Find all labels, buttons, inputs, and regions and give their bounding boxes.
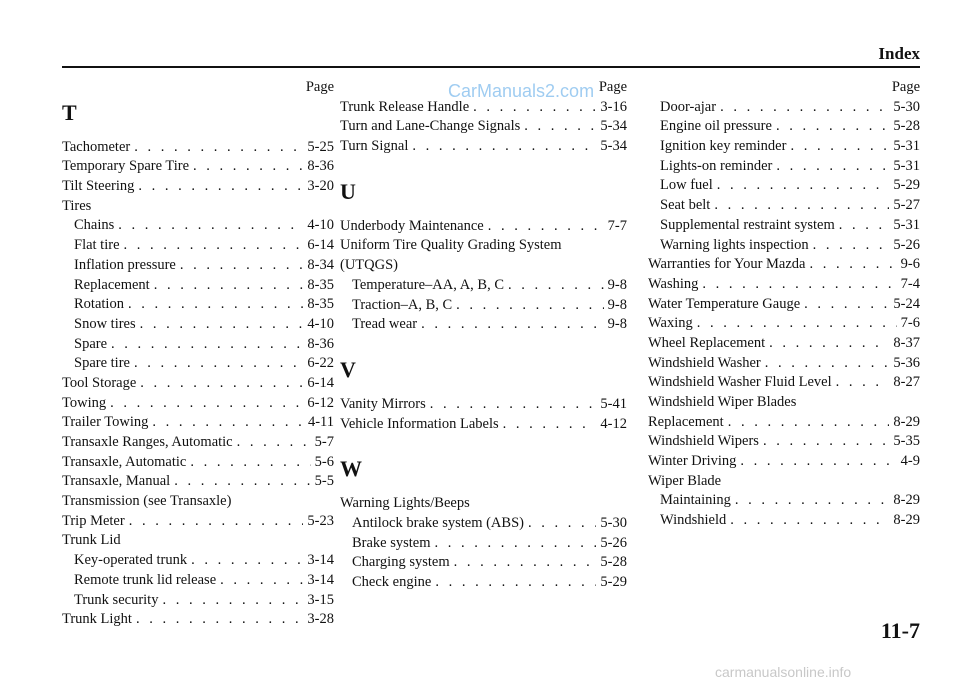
index-entry [648, 196, 920, 216]
dot-leader [804, 295, 889, 315]
dot-leader [237, 433, 311, 453]
entry-page: 5-36 [893, 354, 920, 371]
entry-text: Traction–A, B, C [352, 296, 453, 313]
dot-leader [456, 296, 603, 316]
dot-leader [154, 276, 304, 296]
entry-text: Lights-on reminder [660, 157, 773, 174]
entry-text: Temporary Spare Tire [62, 158, 190, 175]
index-entry [648, 373, 920, 393]
index-entry [648, 137, 920, 157]
dot-leader [454, 553, 597, 573]
dot-leader [702, 275, 896, 295]
dot-leader [508, 276, 604, 296]
entry-text: Waxing [648, 315, 693, 332]
section-letter-w: W [340, 456, 362, 482]
index-entry [340, 494, 627, 514]
entry-page: 5-26 [600, 534, 627, 551]
entry-page: 5-31 [893, 157, 920, 174]
entry-page: 4-10 [307, 315, 334, 332]
entry-page: 8-29 [893, 413, 920, 430]
dot-leader [524, 117, 596, 137]
index-entry [62, 138, 334, 158]
dot-leader [134, 354, 303, 374]
entry-page: 5-23 [307, 512, 334, 529]
dot-leader [720, 98, 889, 118]
index-entry [62, 472, 334, 492]
index-entry [340, 296, 627, 316]
index-entry [62, 413, 334, 433]
index-entry [648, 491, 920, 511]
index-entry [648, 236, 920, 256]
entry-page: 5-24 [893, 295, 920, 312]
dot-leader [430, 395, 597, 415]
entry-text: Remote trunk lid release [74, 571, 217, 588]
entry-text: Key-operated trunk [74, 552, 188, 569]
dot-leader [730, 511, 889, 531]
index-entry [340, 256, 627, 276]
page-column-label: Page [598, 79, 627, 95]
entry-list [340, 217, 627, 335]
entry-page: 8-34 [307, 256, 334, 273]
dot-leader [110, 394, 303, 414]
entry-text: Trip Meter [62, 512, 125, 529]
index-entry [62, 492, 334, 512]
dot-leader [152, 413, 304, 433]
index-entry [648, 255, 920, 275]
entry-text: Water Temperature Gauge [648, 295, 801, 312]
index-entry [62, 354, 334, 374]
entry-page: 5-29 [600, 574, 627, 590]
index-entry [62, 531, 334, 551]
entry-page: 8-35 [307, 276, 334, 293]
entry-text: Washing [648, 275, 699, 292]
entry-page: 5-5 [314, 473, 334, 490]
index-entry [648, 354, 920, 374]
entry-page: 8-36 [307, 335, 334, 352]
section-letter-u: U [340, 178, 356, 204]
entry-page: 3-20 [307, 178, 334, 195]
entry-text: Seat belt [660, 197, 711, 214]
entry-text: Rotation [74, 296, 124, 313]
index-entry [648, 98, 920, 118]
index-entry [340, 137, 627, 157]
dot-leader [128, 295, 303, 315]
entry-text: Tread wear [352, 316, 418, 333]
dot-leader [435, 534, 597, 554]
dot-leader [728, 413, 890, 433]
entry-text: Tires [62, 197, 92, 214]
entry-list [340, 395, 627, 434]
entry-text: Transaxle, Automatic [62, 453, 187, 470]
entry-page: 5-34 [600, 138, 627, 155]
dot-leader [134, 138, 303, 158]
index-entry [62, 433, 334, 453]
entry-text: Tilt Steering [62, 178, 135, 195]
entry-text: Antilock brake system (ABS) [352, 514, 524, 531]
dot-leader [717, 176, 890, 196]
index-entry [648, 216, 920, 236]
index-entry [648, 157, 920, 177]
index-entry [62, 295, 334, 315]
entry-page: 3-14 [307, 552, 334, 569]
entry-list [62, 138, 334, 630]
index-entry [648, 117, 920, 137]
dot-leader [790, 137, 889, 157]
entry-page: 5-7 [314, 434, 334, 450]
index-column-1 [62, 78, 334, 630]
dot-leader [421, 315, 604, 335]
entry-page: 8-29 [893, 492, 920, 509]
index-entry [62, 591, 334, 611]
entry-page: 5-25 [307, 138, 334, 155]
dot-leader [136, 610, 303, 630]
dot-leader [809, 255, 896, 275]
page-column-label: Page [305, 79, 334, 95]
entry-text: Warning Lights/Beeps [340, 495, 470, 512]
entry-page: 3-14 [307, 571, 334, 588]
dot-leader [763, 432, 889, 452]
dot-leader [162, 591, 303, 611]
entry-text: Engine oil pressure [660, 118, 772, 135]
entry-text: Transaxle, Manual [62, 473, 171, 490]
dot-leader [193, 157, 303, 177]
dot-leader [776, 117, 889, 137]
index-column-2 [340, 78, 627, 593]
page-header-title: Index [878, 44, 920, 63]
dot-leader [180, 256, 304, 276]
index-entry [648, 275, 920, 295]
index-entry [62, 394, 334, 414]
entry-page: 5-31 [893, 138, 920, 155]
index-entry [340, 117, 627, 137]
index-entry [62, 453, 334, 473]
index-entry [648, 314, 920, 334]
entry-page: 6-14 [307, 374, 334, 391]
entry-text: Trunk Release Handle [340, 98, 470, 115]
index-entry [62, 374, 334, 394]
index-entry [62, 335, 334, 355]
entry-text: Vehicle Information Labels [340, 415, 499, 432]
index-entry [340, 236, 627, 256]
index-entry [648, 393, 920, 413]
dot-leader [412, 137, 596, 157]
index-entry [648, 295, 920, 315]
entry-text: Maintaining [660, 492, 731, 509]
entry-page: 5-29 [893, 177, 920, 194]
dot-leader [118, 216, 303, 236]
index-entry [648, 432, 920, 452]
entry-text: Brake system [352, 534, 431, 551]
index-entry [648, 334, 920, 354]
entry-page: 8-36 [307, 158, 334, 175]
dot-leader [503, 415, 597, 435]
entry-page: 6-12 [307, 394, 334, 411]
entry-text: Replacement [648, 413, 724, 430]
index-entry [340, 276, 627, 296]
entry-page: 4-10 [307, 217, 334, 234]
dot-leader [220, 571, 303, 591]
entry-page: 4-12 [600, 415, 627, 432]
entry-page: 9-8 [607, 296, 627, 313]
entry-page: 7-6 [900, 315, 920, 332]
page-column-label: Page [891, 79, 920, 95]
entry-text: Windshield Wipers [648, 433, 759, 450]
entry-text: Wheel Replacement [648, 334, 766, 351]
watermark-top: CarManuals2.com [448, 81, 595, 101]
entry-page: 5-6 [314, 453, 334, 470]
entry-page: 6-14 [307, 237, 334, 254]
entry-text: Low fuel [660, 177, 713, 194]
entry-page: 9-6 [900, 256, 920, 273]
entry-page: 3-15 [307, 591, 334, 608]
entry-text: Supplemental restraint system [660, 216, 835, 233]
dot-leader [714, 196, 889, 216]
entry-page: 8-35 [307, 296, 334, 313]
index-entry [62, 571, 334, 591]
entry-text: Winter Driving [648, 453, 737, 470]
entry-page: 5-35 [893, 433, 920, 450]
entry-text: Windshield [660, 512, 727, 529]
entry-text: Trunk security [74, 591, 159, 608]
dot-leader [776, 157, 889, 177]
index-entry [62, 177, 334, 197]
dot-leader [174, 472, 310, 492]
dot-leader [735, 491, 890, 511]
entry-text: Tachometer [62, 138, 131, 155]
entry-text: Turn Signal [340, 138, 409, 155]
entry-page: 7-4 [900, 275, 920, 292]
index-entry [62, 157, 334, 177]
index-entry [62, 610, 334, 630]
entry-text: Snow tires [74, 315, 136, 332]
entry-page: 5-41 [600, 395, 627, 412]
dot-leader [190, 453, 310, 473]
entry-text: Tool Storage [62, 374, 137, 391]
entry-page: 5-31 [893, 216, 920, 233]
entry-text: Inflation pressure [74, 256, 176, 273]
entry-page: 7-7 [607, 217, 627, 234]
entry-page: 5-28 [893, 118, 920, 135]
entry-text: Warranties for Your Mazda [648, 256, 806, 273]
index-entry [62, 256, 334, 276]
entry-text: Spare [74, 335, 108, 352]
header-rule [62, 66, 920, 68]
entry-text: Flat tire [74, 237, 120, 254]
index-entry [340, 315, 627, 335]
index-entry [62, 512, 334, 532]
entry-page: 3-28 [307, 611, 334, 628]
index-entry [340, 534, 627, 554]
entry-text: Windshield Washer [648, 354, 761, 371]
dot-leader [124, 236, 304, 256]
index-entry [340, 553, 627, 573]
entry-text: Uniform Tire Quality Grading System [340, 237, 562, 254]
index-entry [340, 415, 627, 435]
entry-page: 8-27 [893, 374, 920, 391]
index-entry [62, 236, 334, 256]
index-entry [62, 315, 334, 335]
entry-text: Chains [74, 217, 115, 234]
index-entry [62, 551, 334, 571]
index-entry [648, 452, 920, 472]
entry-text: Spare tire [74, 355, 130, 372]
entry-page: 5-26 [893, 236, 920, 253]
index-entry [340, 573, 627, 593]
entry-text: Trailer Towing [62, 414, 149, 431]
entry-list [648, 98, 920, 531]
entry-page: 3-16 [600, 98, 627, 115]
entry-text: Warning lights inspection [660, 236, 809, 253]
entry-text: Charging system [352, 554, 450, 571]
entry-text: Replacement [74, 276, 150, 293]
entry-text: Ignition key reminder [660, 138, 787, 155]
entry-text: Vanity Mirrors [340, 395, 426, 412]
entry-page: 5-30 [600, 514, 627, 531]
section-letter-v: V [340, 356, 356, 382]
entry-text: Windshield Wiper Blades [648, 394, 797, 410]
index-entry [340, 395, 627, 415]
dot-leader [138, 177, 303, 197]
dot-leader [839, 216, 890, 236]
dot-leader [769, 334, 889, 354]
entry-page: 5-34 [600, 118, 627, 135]
dot-leader [191, 551, 303, 571]
entry-list [340, 494, 627, 592]
index-entry [648, 413, 920, 433]
entry-page: 5-27 [893, 197, 920, 214]
section-letter-t: T [62, 99, 77, 125]
entry-page: 8-37 [893, 334, 920, 351]
dot-leader [765, 354, 890, 374]
index-entry [648, 511, 920, 531]
dot-leader [836, 373, 890, 393]
index-entry [62, 197, 334, 217]
entry-page: 9-8 [607, 276, 627, 293]
entry-text: Turn and Lane-Change Signals [340, 118, 521, 135]
dot-leader [111, 335, 303, 355]
dot-leader [813, 236, 890, 256]
entry-text: Wiper Blade [648, 472, 722, 489]
page-number: 11-7 [880, 618, 920, 643]
entry-text: (UTQGS) [340, 257, 398, 274]
entry-text: Windshield Washer Fluid Level [648, 374, 832, 391]
index-entry [62, 216, 334, 236]
index-entry [62, 276, 334, 296]
index-entry [340, 514, 627, 534]
entry-text: Underbody Maintenance [340, 217, 484, 234]
entry-text: Transmission (see Transaxle) [62, 493, 232, 510]
entry-page: 8-29 [893, 512, 920, 529]
dot-leader [528, 514, 596, 534]
watermark-bottom: carmanualsonline.info [715, 664, 852, 680]
entry-list [340, 98, 627, 157]
dot-leader [697, 314, 897, 334]
index-column-3 [648, 78, 920, 531]
entry-page: 5-30 [893, 98, 920, 115]
dot-leader [435, 573, 596, 593]
entry-text: Towing [62, 394, 107, 411]
entry-page: 5-28 [600, 554, 627, 571]
dot-leader [140, 315, 304, 335]
entry-text: Temperature–AA, A, B, C [352, 276, 505, 293]
index-entry [648, 472, 920, 492]
dot-leader [140, 374, 303, 394]
entry-page: 4-11 [307, 414, 334, 431]
entry-text: Transaxle Ranges, Automatic [62, 434, 233, 450]
entry-text: Check engine [352, 574, 432, 590]
index-entry [340, 217, 627, 237]
index-entry [648, 176, 920, 196]
entry-text: Trunk Lid [62, 532, 121, 549]
entry-page: 6-22 [307, 355, 334, 372]
dot-leader [740, 452, 896, 472]
entry-page: 4-9 [900, 453, 920, 470]
entry-page: 9-8 [607, 316, 627, 333]
entry-text: Trunk Light [62, 611, 132, 628]
entry-text: Door-ajar [660, 98, 717, 115]
dot-leader [129, 512, 304, 532]
dot-leader [488, 217, 604, 237]
